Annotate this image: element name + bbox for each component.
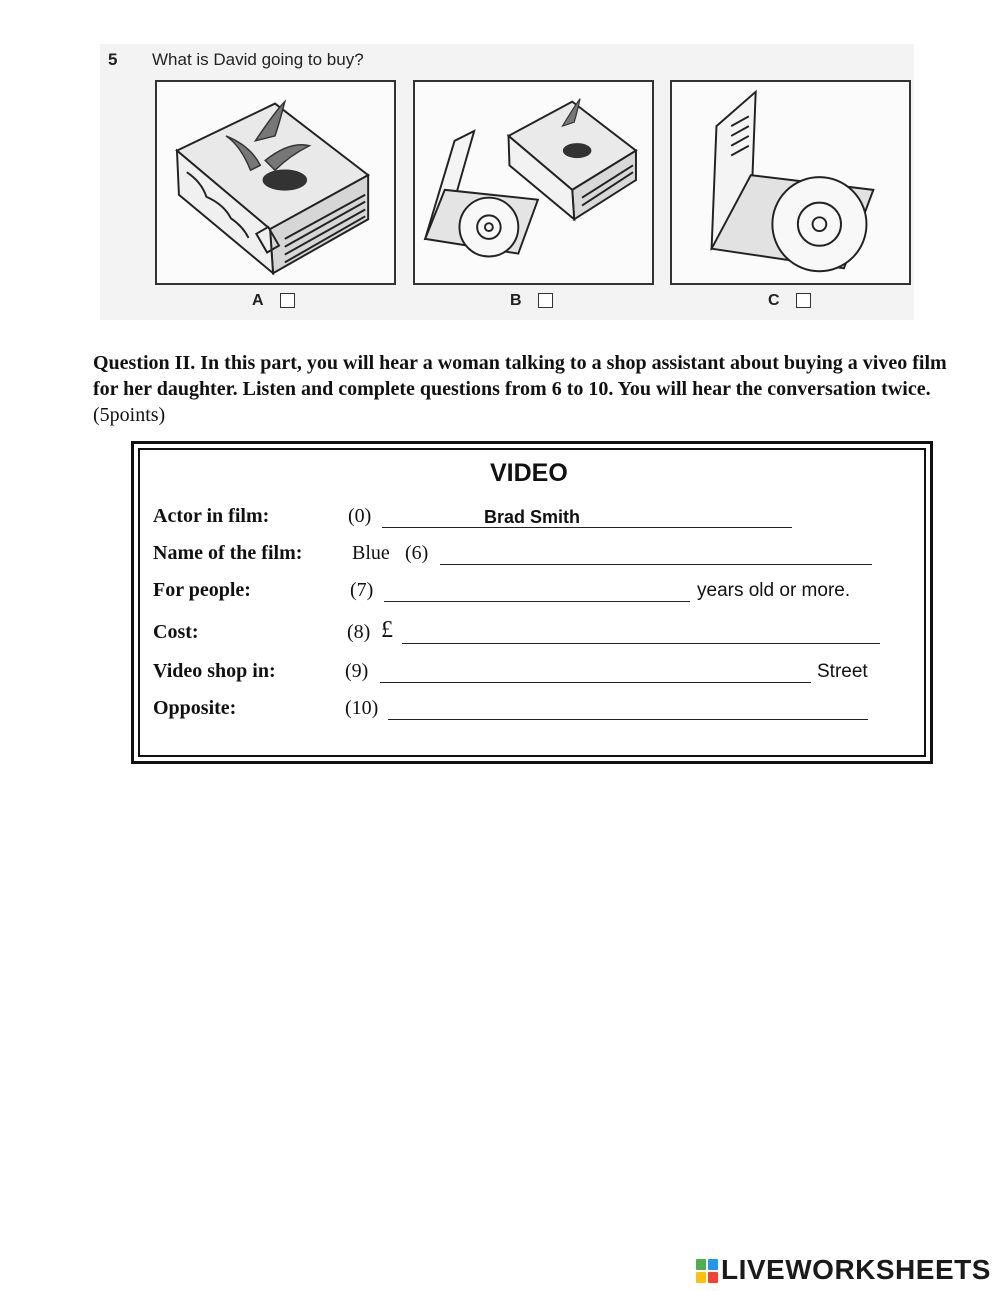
form-row-opposite [0,697,1000,727]
option-c-picture [670,80,911,285]
option-b-letter: B [510,292,522,309]
form-row-film-name [0,542,1000,572]
book-and-cd-illustration [415,82,652,283]
answer-input-9[interactable] [380,660,811,683]
row-number: (0) [348,505,372,527]
answer-example: Brad Smith [484,507,581,527]
answer-input-8[interactable] [402,621,880,644]
book-illustration [157,82,394,283]
option-a-checkbox[interactable] [280,293,295,308]
row-number: (8) [347,621,371,643]
row-number: (6) [405,542,429,564]
row-number: (10) [345,697,379,719]
option-c-checkbox[interactable] [796,293,811,308]
row-number: (7) [350,579,374,601]
row-label: Name of the film: [153,542,303,564]
liveworksheets-logo-icon [695,1258,719,1284]
option-c-letter: C [768,292,780,309]
answer-input-10[interactable] [388,697,868,720]
answer-line [382,505,792,528]
question-2-points: (5points) [93,404,166,426]
question-text: What is David going to buy? [152,50,364,69]
row-label: Actor in film: [153,505,270,527]
option-c[interactable] [768,292,828,312]
row-label: For people: [153,579,251,601]
option-b-picture [413,80,654,285]
row-suffix: years old or more. [697,580,851,601]
question-number: 5 [108,50,118,69]
option-a[interactable] [252,292,312,312]
currency-symbol: £ [381,617,393,643]
option-a-letter: A [252,292,264,309]
cd-illustration [672,82,909,283]
row-label: Cost: [153,621,199,643]
option-b-checkbox[interactable] [538,293,553,308]
row-suffix: Street [817,661,868,682]
form-row-shop [0,660,1000,690]
row-label: Video shop in: [153,660,276,682]
question-5-section [100,44,914,320]
row-number: (9) [345,660,369,682]
row-label: Opposite: [153,697,237,719]
video-form-title: VIDEO [490,459,568,487]
form-row-cost [0,617,1000,651]
logo-text: LIVEWORKSHEETS [721,1254,991,1285]
option-b[interactable] [510,292,570,312]
form-row-actor [0,505,1000,535]
form-row-for-people [0,579,1000,609]
option-a-picture [155,80,396,285]
answer-input-7[interactable] [384,579,690,602]
row-prefix: Blue [352,542,390,564]
answer-input-6[interactable] [440,542,872,565]
question-2-heading: Question II. In this part, you will hear a woman talking to a shop assistant about buying a viveo film for her daughter. Listen and complete questions from 6 to 10. You will hear the conversation twice. [93,352,947,400]
question-2-instructions [93,350,958,428]
